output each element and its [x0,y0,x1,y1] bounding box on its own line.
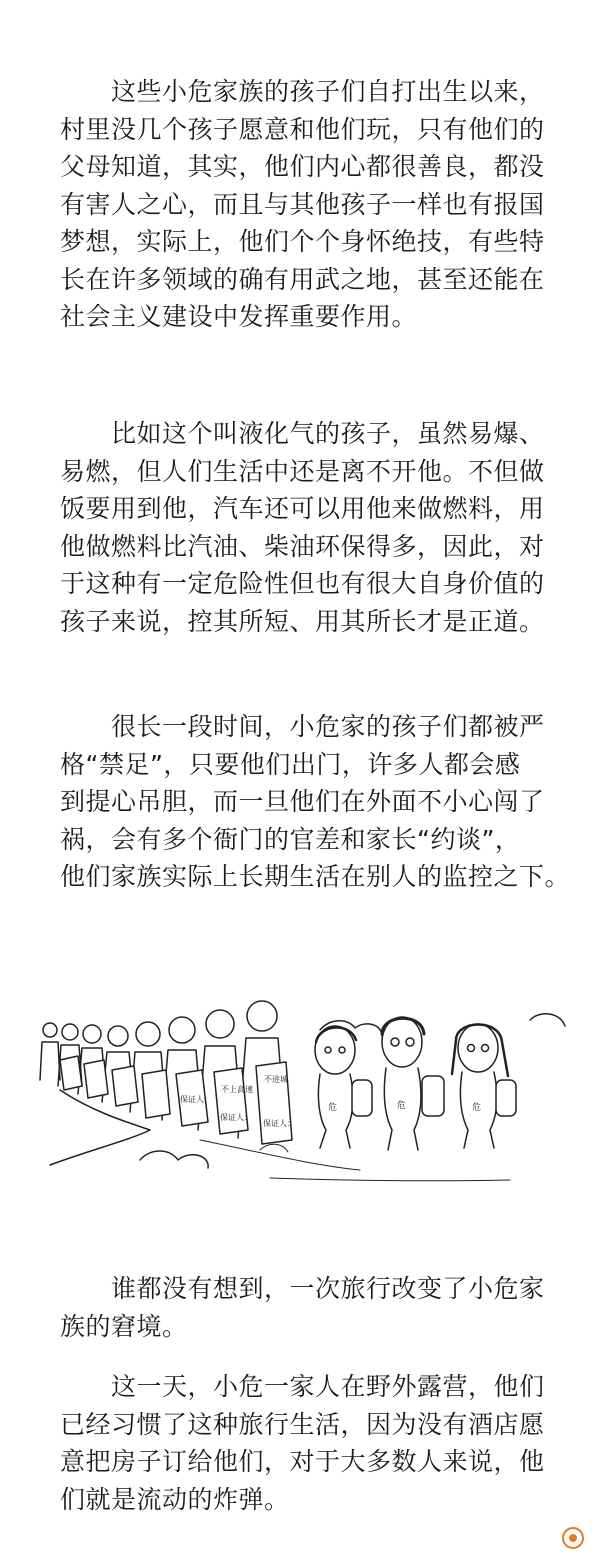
text-line: 有害人之心，而且与其他孩子一样也有报国 [60,189,545,219]
badge-label: 危 [328,1103,338,1113]
sign-label: 保证人： [220,1113,252,1122]
text-line: 饭要用到他，汽车还可以用他来做燃料，用 [60,494,545,523]
badge-label: 危 [397,1101,407,1111]
badge-label: 危 [472,1103,482,1113]
paragraph-5 [60,1368,580,1518]
text-line: 这一天，小危一家人在野外露营，他们 [60,1372,545,1401]
queue-illustration [30,990,580,1190]
text-line: 谁都没有想到，一次旅行改变了小危家 [60,1274,545,1303]
text-line: 到提心吊胆，而一旦他们在外面不小心闯了 [60,787,545,816]
text-line: 父母知道，其实，他们内心都很善良，都没 [60,152,545,181]
sign-label: 保证人： [263,1119,295,1128]
text-line: 于这种有一定危险性但也有很大自身价值的 [60,569,545,598]
text-line: 梦想，实际上，他们个个身怀绝技，有些特 [60,227,545,256]
sign-label: 不进城 [264,1075,288,1084]
text-line: 很长一段时间，小危家的孩子们都被严 [60,712,545,741]
paragraph-1 [60,73,580,336]
text-line: 们就是流动的炸弹。 [60,1484,290,1514]
text-line: 意把房子订给他们，对于大多数人来说，他 [60,1447,545,1476]
text-line: 他们家族实际上长期生活在别人的监控之下。 [60,862,571,891]
text-line: 孩子来说，控其所短、用其所长才是正道。 [60,606,545,636]
paragraph-4 [60,1270,580,1345]
text-line: 祸，会有多个衙门的官差和家长“约谈”， [60,824,521,854]
text-line: 已经习惯了这种旅行生活，因为没有酒店愿 [60,1409,545,1439]
text-line: 长在许多领域的确有用武之地，甚至还能在 [60,264,545,294]
text-line: 他做燃料比汽油、柴油环保得多，因此，对 [60,531,545,561]
sign-label: 保证人： [180,1095,212,1104]
sign-label: 不上高速 [221,1085,253,1094]
text-line: 比如这个叫液化气的孩子，虽然易爆、 [60,419,545,448]
text-line: 族的窘境。 [60,1311,188,1341]
watermark-logo-icon [560,1525,586,1551]
text-line: 这些小危家族的孩子们自打出生以来， [60,77,545,106]
paragraph-3 [60,708,580,896]
paragraph-2 [60,415,580,640]
text-line: 格“禁足”，只要他们出门，许多人都会感 [60,749,521,779]
text-line: 易燃，但人们生活中还是离不开他。不但做 [60,456,545,486]
text-line: 社会主义建设中发挥重要作用。 [60,302,418,331]
text-line: 村里没几个孩子愿意和他们玩，只有他们的 [60,114,545,144]
